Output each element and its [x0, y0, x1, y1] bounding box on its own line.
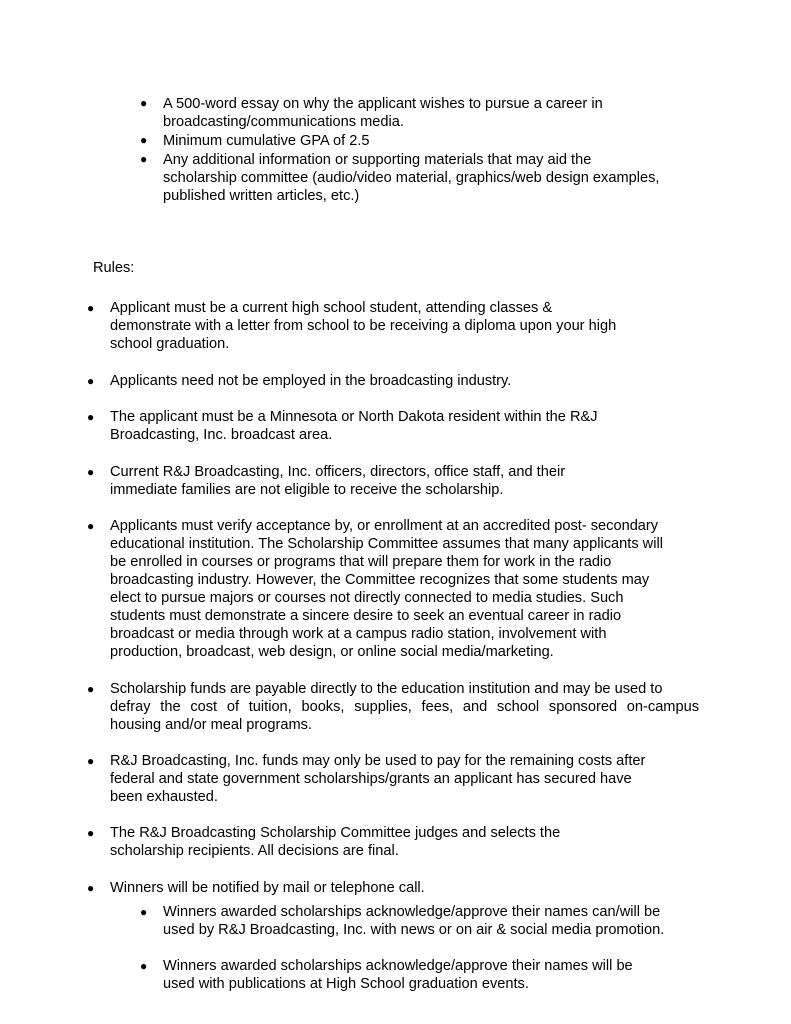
bullet-icon: ●	[87, 465, 95, 479]
rule-3-line-1: The applicant must be a Minnesota or North Dakota resident within the R&J	[110, 409, 598, 425]
rule-5-line-4: broadcasting industry. However, the Committee recognizes that some students may	[110, 572, 650, 588]
rule-5-line-8: production, broadcast, web design, or online social media/marketing.	[110, 644, 554, 660]
bullet-icon: ●	[140, 152, 148, 166]
winner-subitem-1-line-1: Winners awarded scholarships acknowledge/approve their names can/will be	[163, 904, 661, 920]
rule-5-line-2: educational institution. The Scholarship Committee assumes that many applicants will	[110, 536, 663, 552]
rule-7-line-2: federal and state government scholarships/grants an applicant has secured have	[110, 771, 632, 787]
rule-4-line-1: Current R&J Broadcasting, Inc. officers, directors, office staff, and their	[110, 464, 566, 480]
bullet-icon: ●	[87, 682, 95, 696]
rule-8-line-2: scholarship recipients. All decisions are final.	[110, 843, 399, 859]
rule-5-line-6: students must demonstrate a sincere desire to seek an eventual career in radio	[110, 608, 622, 624]
winner-subitem-2-line-1: Winners awarded scholarships acknowledge/approve their names will be	[163, 958, 633, 974]
bullet-icon: ●	[87, 374, 95, 388]
requirement-materials-line-1: Any additional information or supporting materials that may aid the	[163, 152, 592, 168]
rule-5-line-5: elect to pursue majors or courses not directly connected to media studies. Such	[110, 590, 624, 606]
requirement-materials-line-2: scholarship committee (audio/video material, graphics/web design examples,	[163, 170, 660, 186]
rule-7-line-3: been exhausted.	[110, 789, 218, 805]
rule-3-line-2: Broadcasting, Inc. broadcast area.	[110, 427, 333, 443]
rules-heading: Rules:	[93, 260, 135, 276]
rule-1-line-2: demonstrate with a letter from school to be receiving a diploma upon your high	[110, 318, 617, 334]
bullet-icon: ●	[140, 133, 148, 147]
rule-6-line-2: defray the cost of tuition, books, supplies, fees, and school sponsored on-campus	[110, 699, 699, 715]
requirement-essay-line-2: broadcasting/communications media.	[163, 114, 404, 130]
rule-5-line-7: broadcast or media through work at a campus radio station, involvement with	[110, 626, 607, 642]
bullet-icon: ●	[87, 301, 95, 315]
bullet-icon: ●	[140, 905, 148, 919]
rule-7-line-1: R&J Broadcasting, Inc. funds may only be used to pay for the remaining costs after	[110, 753, 646, 769]
rule-6-line-3: housing and/or meal programs.	[110, 717, 312, 733]
bullet-icon: ●	[140, 96, 148, 110]
bullet-icon: ●	[87, 519, 95, 533]
bullet-icon: ●	[140, 959, 148, 973]
requirement-essay-line-1: A 500-word essay on why the applicant wishes to pursue a career in	[163, 96, 603, 112]
requirement-gpa: Minimum cumulative GPA of 2.5	[163, 133, 370, 149]
requirement-materials-line-3: published written articles, etc.)	[163, 188, 360, 204]
bullet-icon: ●	[87, 881, 95, 895]
winner-subitem-1-line-2: used by R&J Broadcasting, Inc. with news or on air & social media promotion.	[163, 922, 665, 938]
winner-subitem-2-line-2: used with publications at High School graduation events.	[163, 976, 529, 992]
rule-2-line-1: Applicants need not be employed in the broadcasting industry.	[110, 373, 512, 389]
rule-5-line-1: Applicants must verify acceptance by, or enrollment at an accredited post- secondary	[110, 518, 659, 534]
rule-1-line-3: school graduation.	[110, 336, 230, 352]
rule-4-line-2: immediate families are not eligible to receive the scholarship.	[110, 482, 504, 498]
bullet-icon: ●	[87, 410, 95, 424]
bullet-icon: ●	[87, 754, 95, 768]
rule-5-line-3: be enrolled in courses or programs that will prepare them for work in the radio	[110, 554, 612, 570]
rule-6-line-1: Scholarship funds are payable directly to the education institution and may be used to	[110, 681, 663, 697]
rule-8-line-1: The R&J Broadcasting Scholarship Committee judges and selects the	[110, 825, 561, 841]
rule-9-line-1: Winners will be notified by mail or telephone call.	[110, 880, 425, 896]
bullet-icon: ●	[87, 826, 95, 840]
rule-1-line-1: Applicant must be a current high school student, attending classes &	[110, 300, 553, 316]
